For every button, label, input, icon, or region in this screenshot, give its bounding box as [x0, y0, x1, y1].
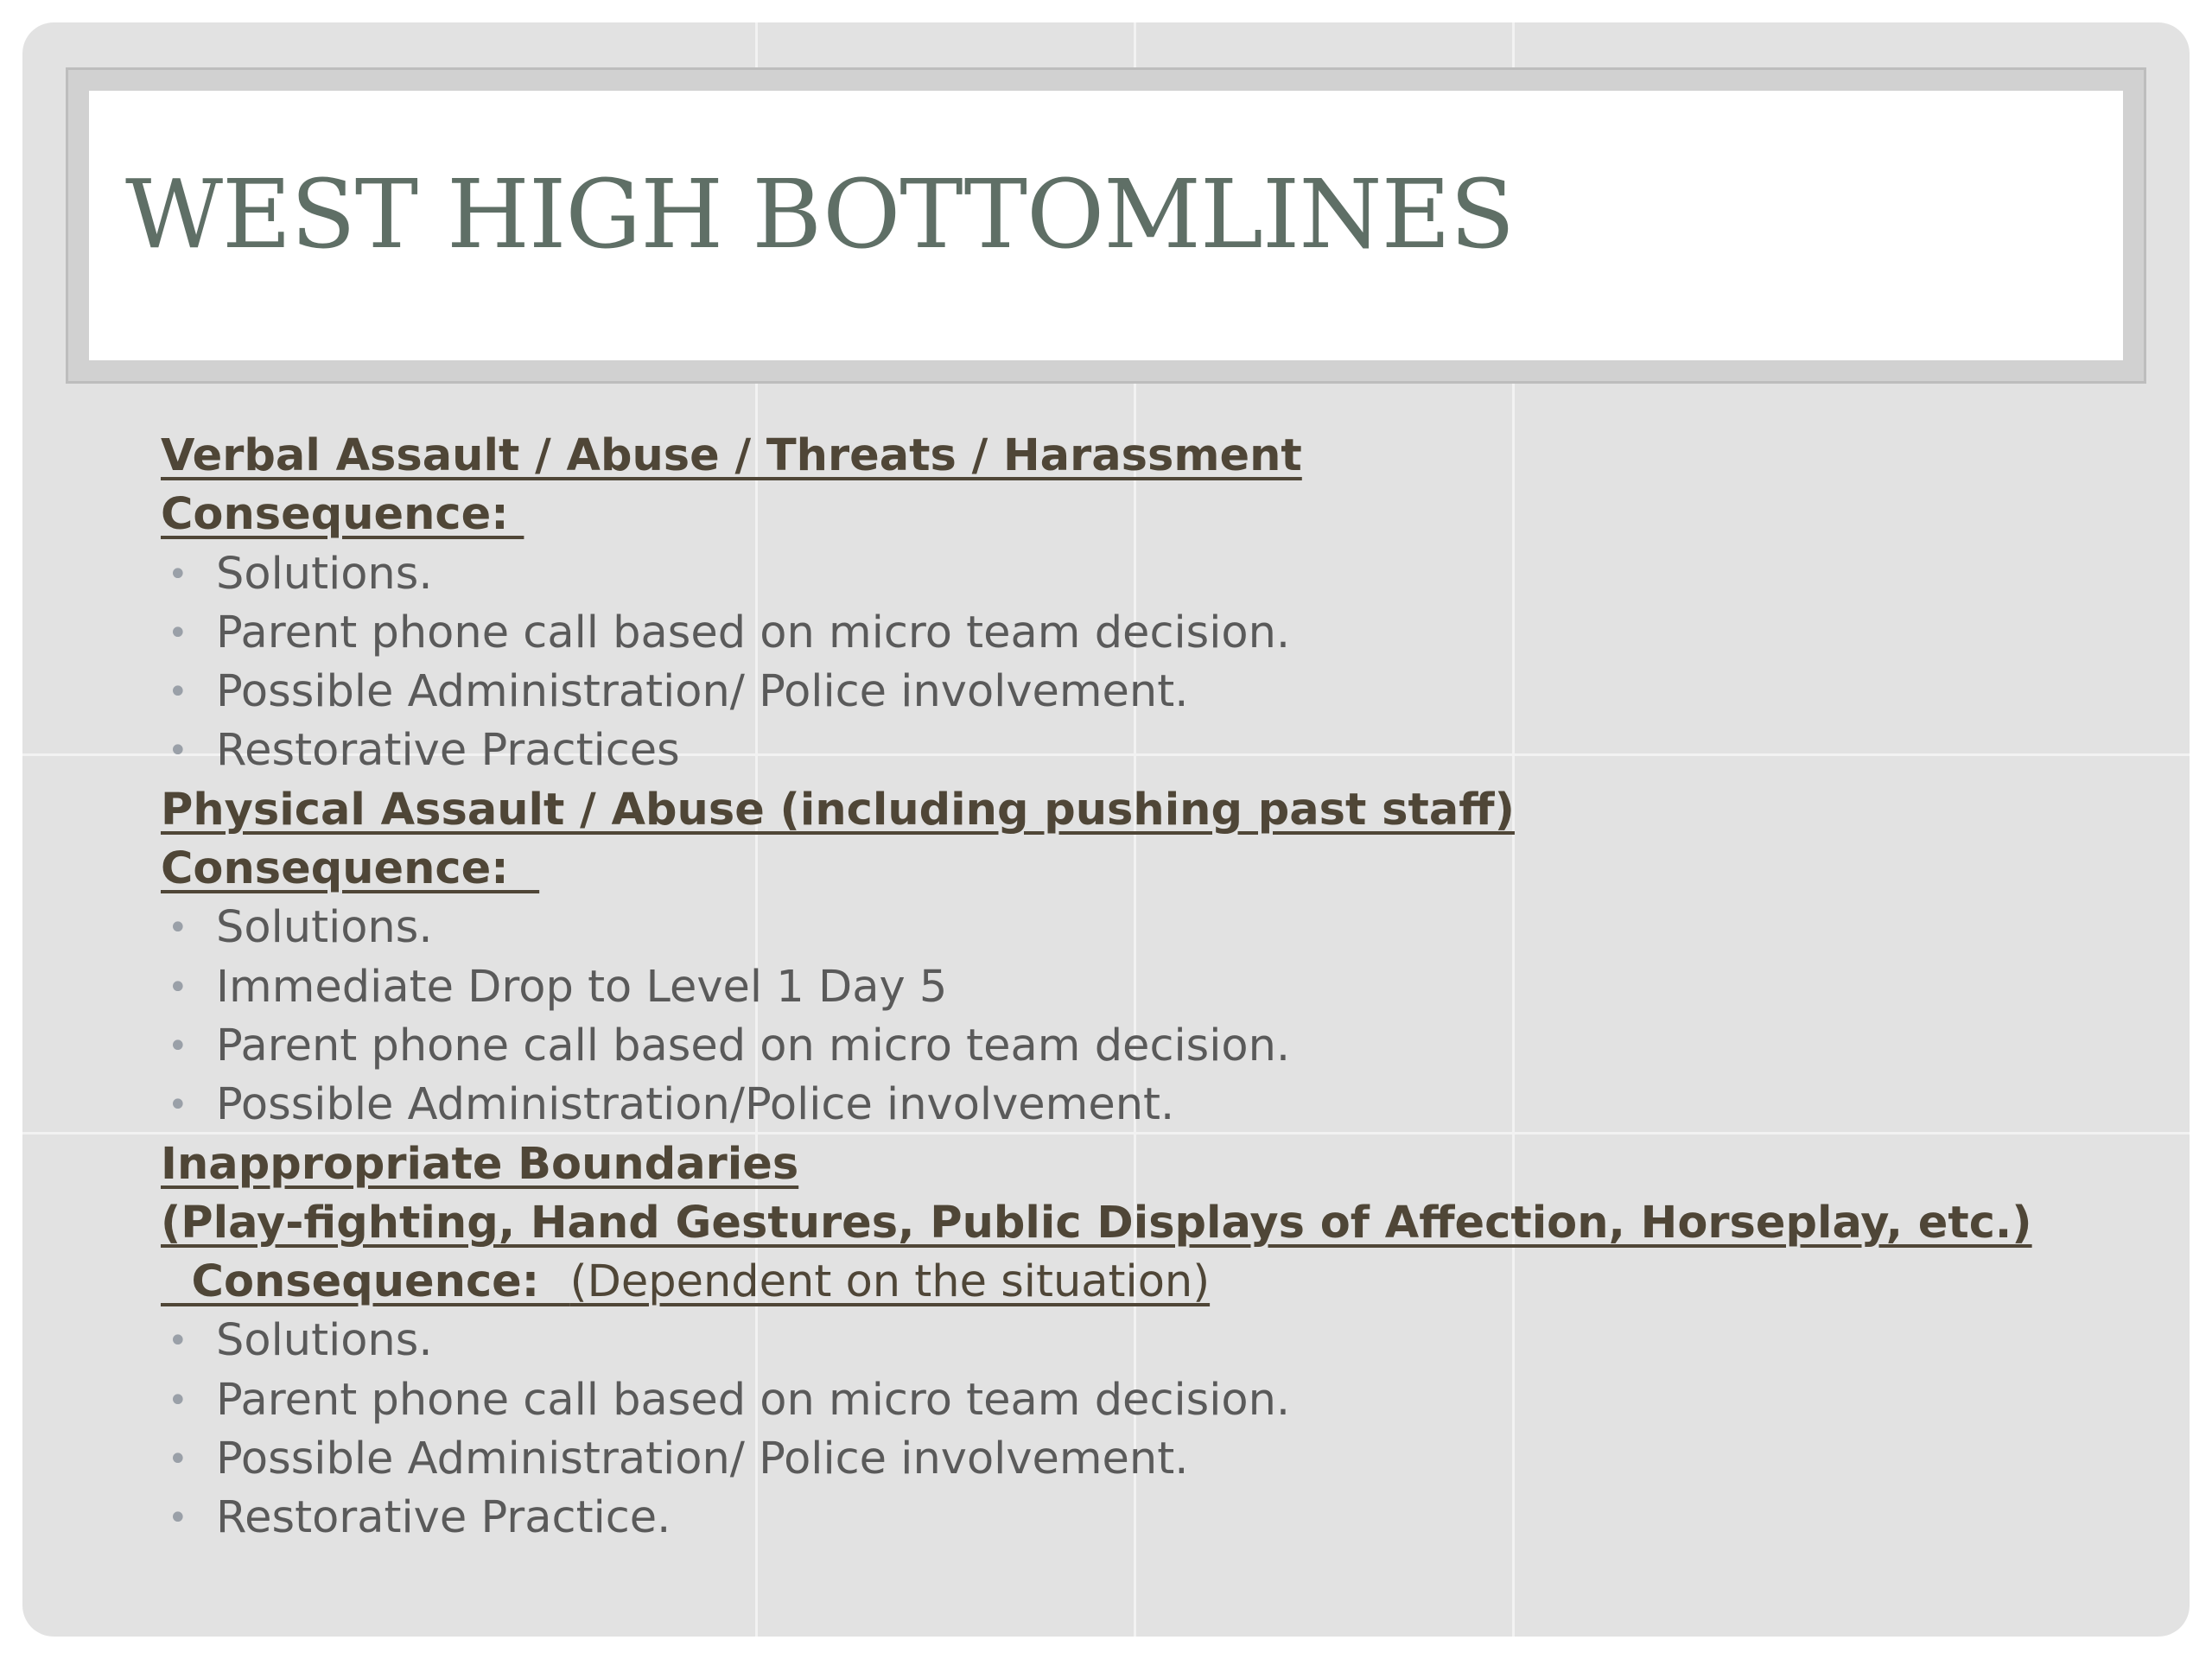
section-heading: Verbal Assault / Abuse / Threats / Harassment [161, 430, 1302, 481]
bullet-item [161, 1371, 2148, 1430]
bullet-item [161, 1312, 2148, 1370]
bullet-text: Solutions. [216, 902, 433, 954]
consequence-label: Consequence: [161, 1256, 570, 1308]
slide-content [161, 427, 2148, 1548]
bullet-dot-icon: • [168, 967, 188, 1007]
title-box [89, 91, 2123, 360]
bullet-item [161, 958, 2148, 1017]
rule-section [161, 1135, 2148, 1548]
bullet-item [161, 899, 2148, 957]
slide [22, 22, 2190, 1637]
bullet-text: Parent phone call based on micro team decision. [216, 607, 1291, 658]
rule-section [161, 427, 2148, 781]
bullet-dot-icon: • [168, 908, 188, 949]
bullet-text: Restorative Practices [216, 725, 680, 777]
bullet-text: Possible Administration/ Police involvement. [216, 1433, 1189, 1485]
bullet-text: Restorative Practice. [216, 1492, 671, 1544]
section-heading: (Play-fighting, Hand Gestures, Public Displays of Affection, Horseplay, etc.) [161, 1197, 2032, 1249]
bullet-item [161, 545, 2148, 604]
bullet-item [161, 721, 2148, 780]
bullet-item [161, 1430, 2148, 1489]
consequence-line [161, 1256, 1210, 1307]
bullet-item [161, 604, 2148, 663]
bullet-text: Parent phone call based on micro team decision. [216, 1020, 1291, 1071]
section-heading: Inappropriate Boundaries [161, 1138, 799, 1190]
bullet-dot-icon: • [168, 613, 188, 653]
bullet-item [161, 1017, 2148, 1076]
bullet-dot-icon: • [168, 1321, 188, 1362]
consequence-note: (Dependent on the situation) [569, 1256, 1211, 1308]
bullet-dot-icon: • [168, 1498, 188, 1539]
bullet-item [161, 663, 2148, 721]
bullet-item [161, 1076, 2148, 1135]
bullet-dot-icon: • [168, 1440, 188, 1480]
bullet-text: Solutions. [216, 1315, 433, 1367]
bullet-dot-icon: • [168, 1085, 188, 1126]
page-title: WEST HIGH BOTTOMLINES [125, 159, 1515, 270]
bullet-dot-icon: • [168, 554, 188, 594]
consequence-line [161, 843, 539, 894]
bullet-text: Possible Administration/Police involvement. [216, 1079, 1175, 1131]
bullet-item [161, 1489, 2148, 1548]
rule-section [161, 781, 2148, 1135]
bullet-text: Immediate Drop to Level 1 Day 5 [216, 961, 948, 1013]
section-heading: Physical Assault / Abuse (including pushing past staff) [161, 784, 1515, 836]
bullet-text: Solutions. [216, 548, 433, 600]
bullet-dot-icon: • [168, 1026, 188, 1066]
consequence-label: Consequence: [161, 843, 540, 895]
title-frame [66, 67, 2146, 384]
consequence-line [161, 489, 524, 540]
consequence-label: Consequence: [161, 489, 524, 541]
bullet-text: Parent phone call based on micro team decision. [216, 1374, 1291, 1426]
bullet-text: Possible Administration/ Police involvement. [216, 666, 1189, 718]
bullet-dot-icon: • [168, 731, 188, 772]
bullet-dot-icon: • [168, 672, 188, 713]
bullet-dot-icon: • [168, 1380, 188, 1421]
